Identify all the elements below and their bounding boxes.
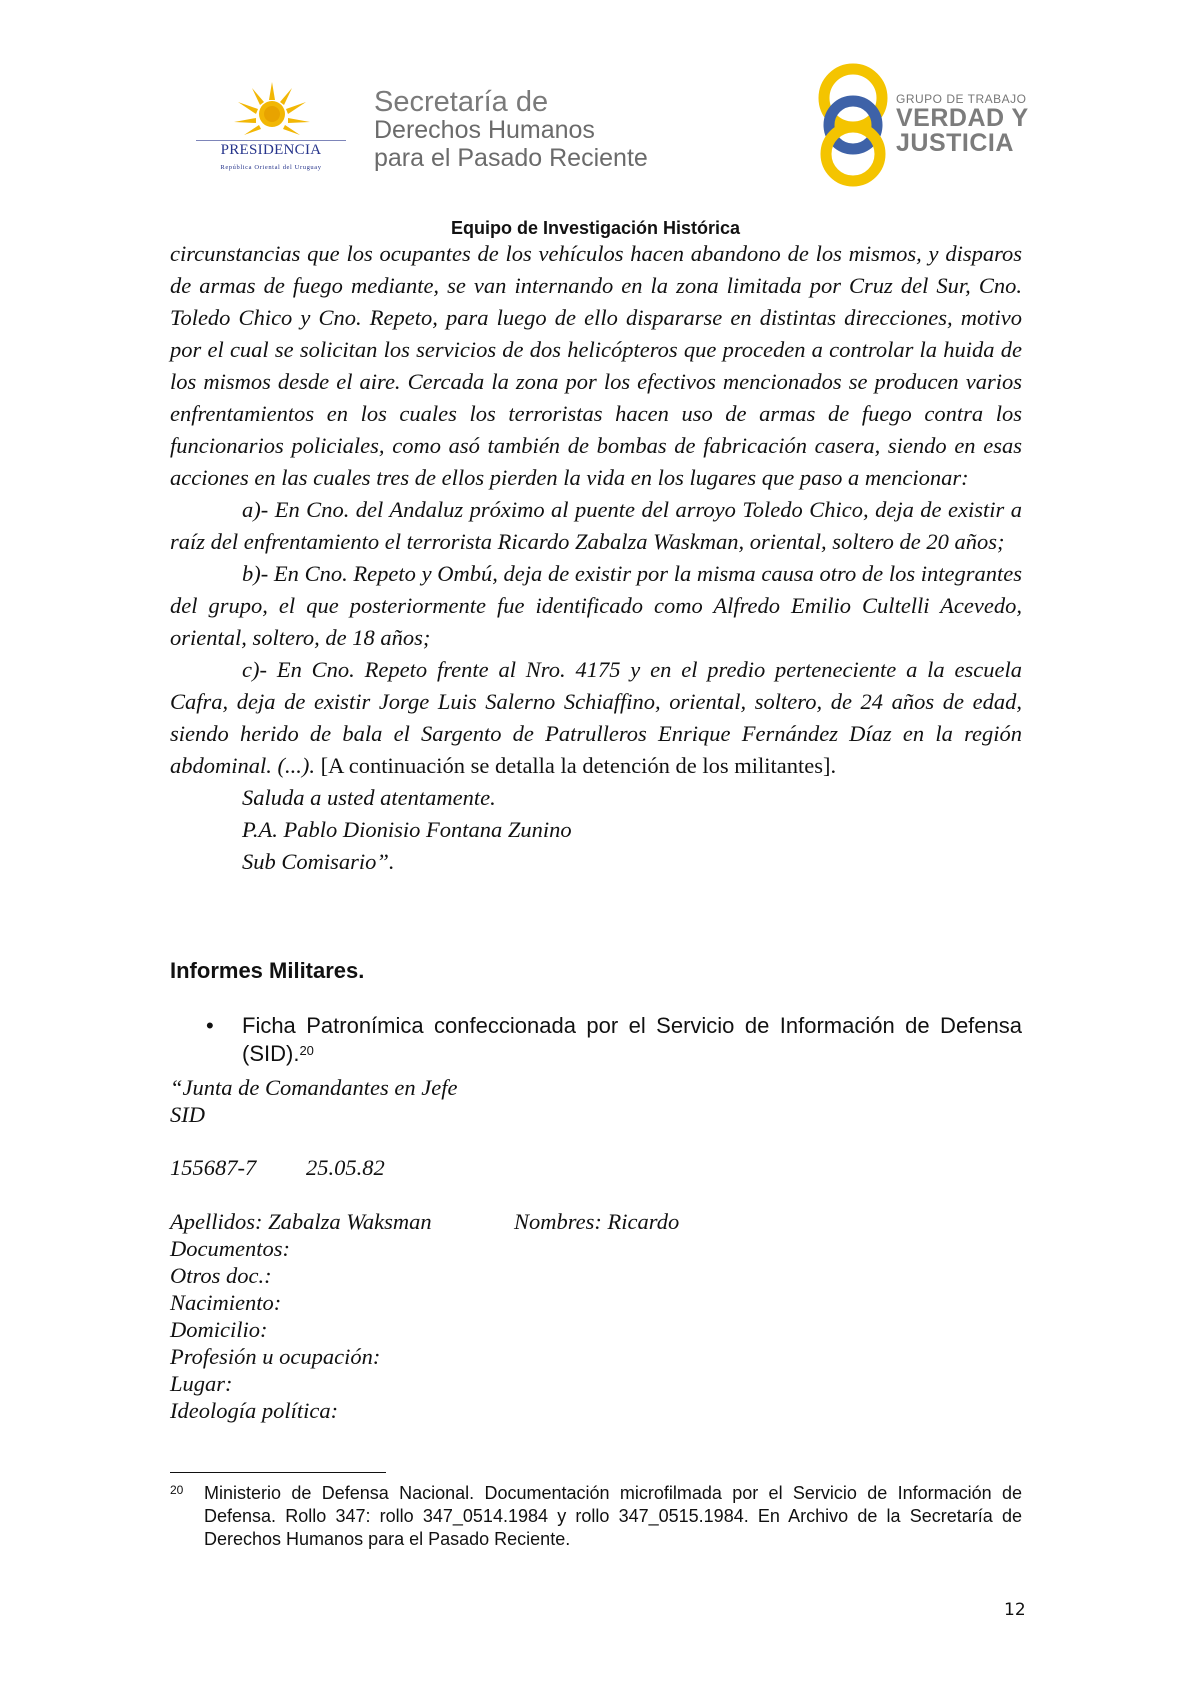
ficha-nombres: Nombres: Ricardo [514, 1209, 680, 1234]
presidencia-divider [196, 140, 346, 141]
ficha-field: Otros doc.: [170, 1263, 272, 1288]
ficha-field: Documentos: [170, 1236, 290, 1261]
justicia-label: JUSTICIA [896, 129, 1014, 157]
closing-line: Saluda a usted atentamente. [242, 785, 496, 810]
body-paragraph: circunstancias que los ocupantes de los vehículos hacen abandono de los mismos, y disparos de armas de fuego mediante, se van internando en la zona limitada por Cruz del Sur, Cno. Toledo Chico y Cno. Repeto, para luego de ello dispararse en distintas direcciones, motivo por el cual se solicitan los servicios de dos helicópteros que proceden a controlar la huida de los mismos desde el aire. Cercada la zona por los efectivos mencionados se producen varios enfrentamientos en los cuales los terroristas hacen uso de armas de fuego contra los funcionarios policiales, como asó también de bombas de fabricación casera, siendo en esas acciones en las cuales tres de ellos pierden la vida en los lugares que paso a mencionar: [170, 241, 1022, 490]
presidencia-title: PRESIDENCIA [220, 142, 322, 158]
presidencia-logo [190, 80, 352, 180]
secretaria-logo [374, 88, 648, 172]
footnote-ref[interactable]: 20 [299, 1043, 314, 1058]
report-quote [170, 238, 1022, 878]
footnote-number: 20 [170, 1483, 184, 1497]
ficha-field: Nacimiento: [170, 1290, 282, 1315]
footnote-separator [170, 1472, 386, 1473]
verdad-justicia-logo [810, 62, 1030, 188]
page-number: 12 [1004, 1600, 1026, 1620]
item-c [170, 654, 1022, 782]
bullet-icon: • [206, 1013, 214, 1038]
signatory-name: P.A. Pablo Dionisio Fontana Zunino [242, 817, 572, 842]
item-c-text: c)- En Cno. Repeto frente al Nro. 4175 y en el predio perteneciente a la escuela Cafra, deja de existir Jorge Luis Salerno Schiaffino, oriental, soltero, de 24 años de edad, siendo herido de bala el Sargento de Patrulleros Enrique Fernández Díaz en la región abdominal. (...). [170, 657, 1022, 778]
team-heading: Equipo de Investigación Histórica [450, 218, 741, 238]
secretaria-line-2: Derechos Humanos [374, 116, 595, 144]
ficha-field: Profesión u ocupación: [170, 1344, 381, 1369]
ficha-line-2: SID [170, 1102, 205, 1127]
footnote-text: Ministerio de Defensa Nacional. Documentación microfilmada por el Servicio de Información de Defensa. Rollo 347: rollo 347_0514.1984 y rollo 347_0515.1984. En Archivo de la Secretaría de Derechos Humanos para el Pasado Reciente. [204, 1483, 1022, 1549]
presidencia-subtitle: República Oriental del Uruguay [220, 164, 322, 171]
ficha-date: 25.05.82 [306, 1155, 385, 1180]
ficha-field: Lugar: [170, 1371, 233, 1396]
ficha-apellidos: Apellidos: Zabalza Waksman [170, 1209, 432, 1234]
interlocked-rings-icon [810, 62, 896, 188]
section-heading: Informes Militares. [170, 958, 365, 983]
item-b: b)- En Cno. Repeto y Ombú, deja de existir por la misma causa otro de los integrantes del grupo, el que posteriormente fue identificado como Alfredo Emilio Cultelli Acevedo, oriental, soltero, de 18 años; [170, 561, 1022, 650]
bullet-item [170, 1012, 1022, 1068]
ficha-field: Ideología política: [170, 1398, 339, 1423]
secretaria-line-1: Secretaría de [374, 86, 549, 118]
signatory-rank: Sub Comisario”. [242, 849, 395, 874]
ficha-field: Domicilio: [170, 1317, 268, 1342]
grupo-trabajo-label: GRUPO DE TRABAJO [896, 92, 1027, 106]
footnote [170, 1482, 1022, 1551]
verdad-label: VERDAD Y [896, 104, 1029, 132]
ficha-line-1: “Junta de Comandantes en Jefe [170, 1075, 458, 1100]
secretaria-line-3: para el Pasado Reciente [374, 144, 648, 172]
sun-icon [234, 80, 310, 140]
ficha-code: 155687-7 [170, 1155, 257, 1180]
bullet-text: Ficha Patronímica confeccionada por el Servicio de Información de Defensa (SID). [242, 1013, 1022, 1066]
item-a: a)- En Cno. del Andaluz próximo al puente del arroyo Toledo Chico, deja de existir a raíz del enfrentamiento el terrorista Ricardo Zabalza Waskman, oriental, soltero de 20 años; [170, 497, 1022, 554]
editorial-note: [A continuación se detalla la detención de los militantes]. [320, 753, 837, 778]
